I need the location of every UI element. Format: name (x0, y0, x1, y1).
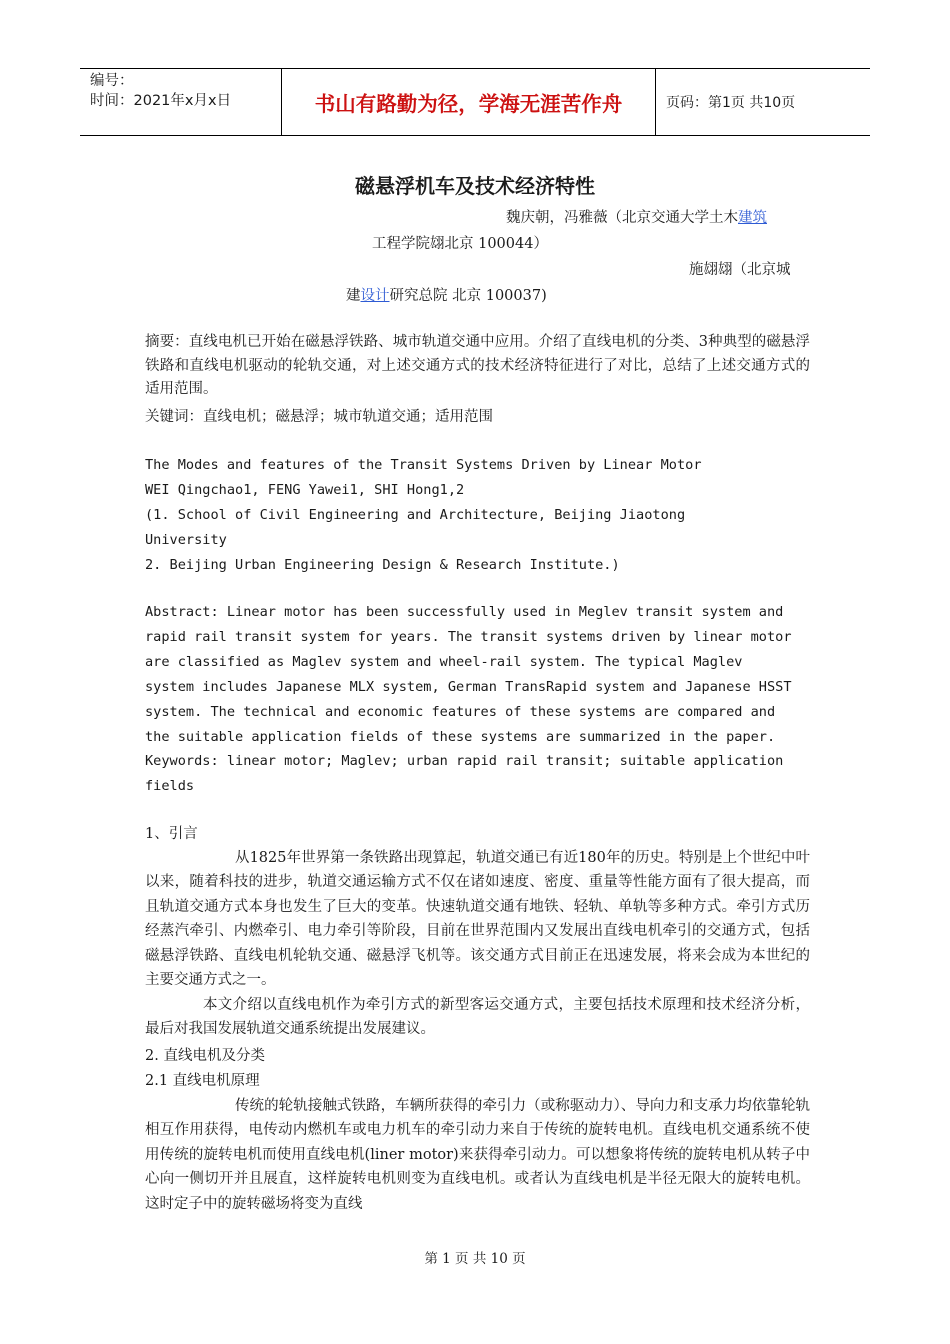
section-1-para-2: 本文介绍以直线电机作为牵引方式的新型客运交通方式，主要包括技术原理和技术经济分析，最后对我国发展轨道交通系统提出发展建议。 (145, 997, 810, 1038)
author-line-4: 建设计研究总院 北京 100037) (346, 288, 547, 304)
link-design[interactable]: 设计 (360, 288, 390, 304)
header-motto: 书山有路勤为径，学海无涯苦作舟 (314, 92, 623, 116)
header-motto-cell (282, 69, 656, 135)
header-page-info: 页码：第1页 共10页 (666, 95, 796, 111)
link-architecture[interactable]: 建筑 (738, 210, 767, 226)
english-affil-1a: (1. School of Civil Engineering and Architecture, Beijing Jiaotong (145, 507, 686, 523)
header-table (80, 68, 870, 136)
abstract-cn: 摘要：直线电机已开始在磁悬浮铁路、城市轨道交通中应用。介绍了直线电机的分类、3种典型的磁悬浮铁路和直线电机驱动的轮轨交通，对上述交通方式的技术经济特征进行了对比，总结了上述交通方式的适用范围。 (145, 334, 810, 397)
author-line-1: 魏庆朝，冯雅薇（北京交通大学土木建筑 (506, 210, 767, 226)
english-affil-1b: University (145, 532, 227, 548)
header-meta-cell (80, 69, 282, 135)
author-line-2: 工程学院翃北京 100044） (372, 236, 548, 252)
section-2-1-para-1: 传统的轮轨接触式铁路，车辆所获得的牵引力（或称驱动力）、导向力和支承力均依靠轮轨相互作用获得，电传动内燃机车或电力机车的牵引动力来自于传统的旋转电机。直线电机交通系统不使用传统的旋转电机而使用直线电机(liner motor)来获得牵引动力。可以想象将传统的旋转电机从转子中心向一侧切开并且展直，这样旋转电机则变为直线电机。或者认为直线电机是半径无限大的旋转电机。这时定子中的旋转磁场将变为直线 (145, 1098, 810, 1212)
english-abstract-line: are classified as Maglev system and wheel-rail system. The typical Maglev (145, 654, 743, 670)
english-affil-2: 2. Beijing Urban Engineering Design & Research Institute.) (145, 557, 620, 573)
page-footer: 第 1 页 共 10 页 (424, 1251, 526, 1267)
section-1-heading: 1、引言 (145, 826, 198, 842)
english-title: The Modes and features of the Transit Systems Driven by Linear Motor (145, 457, 702, 473)
english-keywords-cont: fields (145, 778, 195, 794)
document-title: 磁悬浮机车及技术经济特性 (355, 174, 595, 198)
author-line-3: 施翃翃（北京城 (689, 262, 791, 278)
document-number: 编号： (90, 73, 134, 89)
header-page-cell (656, 69, 870, 135)
english-abstract-line: rapid rail transit system for years. The transit systems driven by linear motor (145, 629, 792, 645)
document-date: 时间：2021年x月x日 (90, 93, 232, 109)
keywords-cn: 关键词：直线电机；磁悬浮；城市轨道交通；适用范围 (145, 409, 493, 425)
english-keywords: Keywords: linear motor; Maglev; urban rapid rail transit; suitable application (145, 753, 784, 769)
english-abstract-line: system includes Japanese MLX system, German TransRapid system and Japanese HSST (145, 679, 792, 695)
section-1-para-1: 从1825年世界第一条铁路出现算起，轨道交通已有近180年的历史。特别是上个世纪中叶以来，随着科技的进步，轨道交通运输方式不仅在诸如速度、密度、重量等性能方面有了很大提高，而且轨道交通方式本身也发生了巨大的变革。快速轨道交通有地铁、轻轨、单轨等多种方式。牵引方式历经蒸汽牵引、内燃牵引、电力牵引等阶段，目前在世界范围内又发展出直线电机牵引的交通方式，包括磁悬浮铁路、直线电机轮轨交通、磁悬浮飞机等。该交通方式目前正在迅速发展，将来会成为本世纪的主要交通方式之一。 (145, 850, 810, 989)
english-abstract-line: system. The technical and economic features of these systems are compared and (145, 704, 776, 720)
english-authors: WEI Qingchao1, FENG Yawei1, SHI Hong1,2 (145, 482, 465, 498)
english-abstract-line: Abstract: Linear motor has been successfully used in Meglev transit system and (145, 604, 784, 620)
english-abstract-line: the suitable application fields of these systems are summarized in the paper. (145, 729, 776, 745)
section-2-heading: 2. 直线电机及分类 (145, 1048, 265, 1064)
section-2-1-heading: 2.1 直线电机原理 (145, 1073, 260, 1089)
